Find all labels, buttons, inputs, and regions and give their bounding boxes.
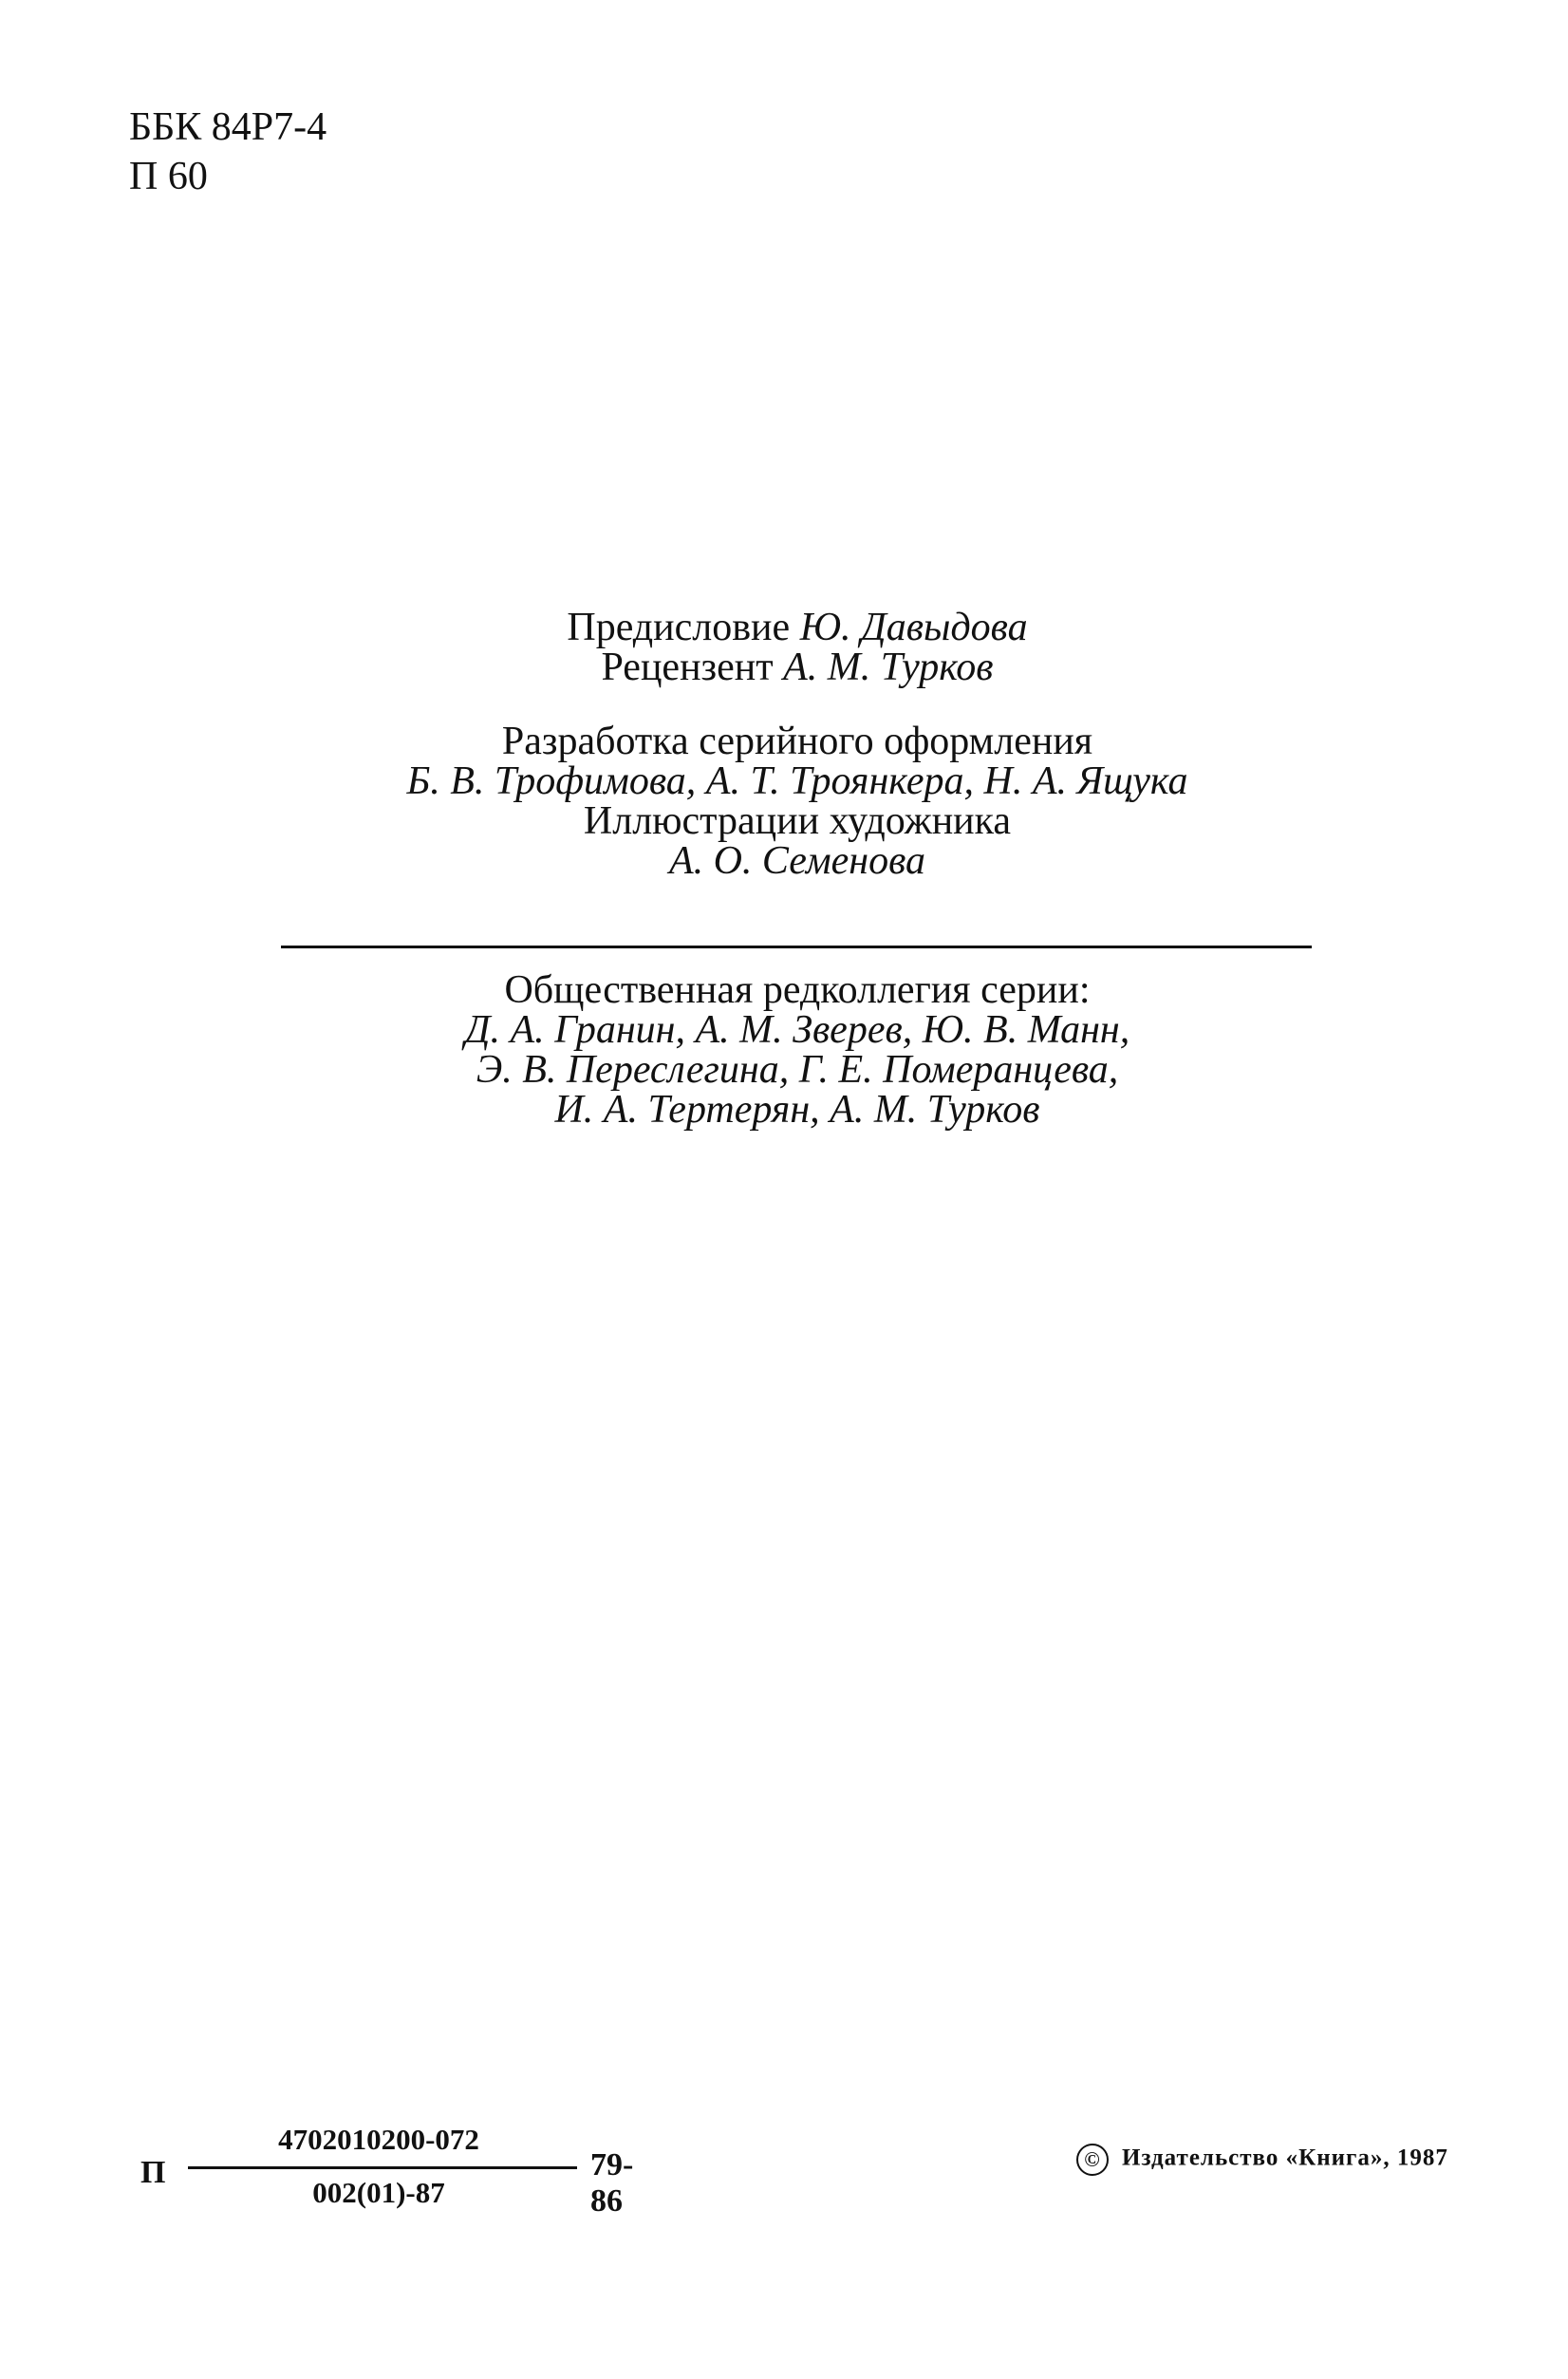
fraction-bar: [188, 2166, 577, 2169]
catalog-code-letter: П: [140, 2155, 166, 2190]
catalog-code-denominator: 002(01)-87: [312, 2176, 445, 2209]
bbk-block: [129, 103, 327, 201]
preface-author: Ю. Давыдова: [799, 606, 1028, 649]
illustrator-name: А. О. Семенова: [668, 839, 926, 883]
catalog-code-suffix: 79-86: [590, 2147, 634, 2219]
copyright-icon: ©: [1076, 2144, 1109, 2176]
editorial-board-title: Общественная редколлегия серии:: [504, 968, 1091, 1012]
reviewer-line: [275, 647, 1319, 687]
preface-label: Предисловие: [567, 606, 791, 649]
divider-rule: [281, 946, 1312, 948]
editorial-board-line: Д. А. Гранин, А. М. Зверев, Ю. В. Манн,: [464, 1008, 1130, 1052]
credits-block: [275, 608, 1319, 881]
illustrations-label: Иллюстрации художника: [583, 799, 1012, 843]
copyright-text: Издательство «Книга», 1987: [1122, 2145, 1448, 2171]
catalog-code-numerator: 4702010200-072: [278, 2123, 479, 2156]
bbk-index: ББК 84Р7-4: [129, 105, 327, 149]
editorial-board-line: Э. В. Переслегина, Г. Е. Померанцева,: [476, 1048, 1119, 1092]
editorial-board-line: И. А. Тертерян, А. М. Турков: [554, 1088, 1040, 1132]
editorial-board: [275, 970, 1319, 1130]
reviewer-label: Рецензент: [601, 646, 774, 689]
preface-line: [275, 608, 1319, 647]
copyright-line: [1076, 2144, 1448, 2176]
series-design-label: Разработка серийного оформления: [501, 720, 1093, 763]
author-mark: П 60: [129, 155, 208, 198]
series-design-names: Б. В. Трофимова, А. Т. Троянкера, Н. А. Ящука: [406, 759, 1188, 803]
reviewer-name: А. М. Турков: [783, 646, 994, 689]
